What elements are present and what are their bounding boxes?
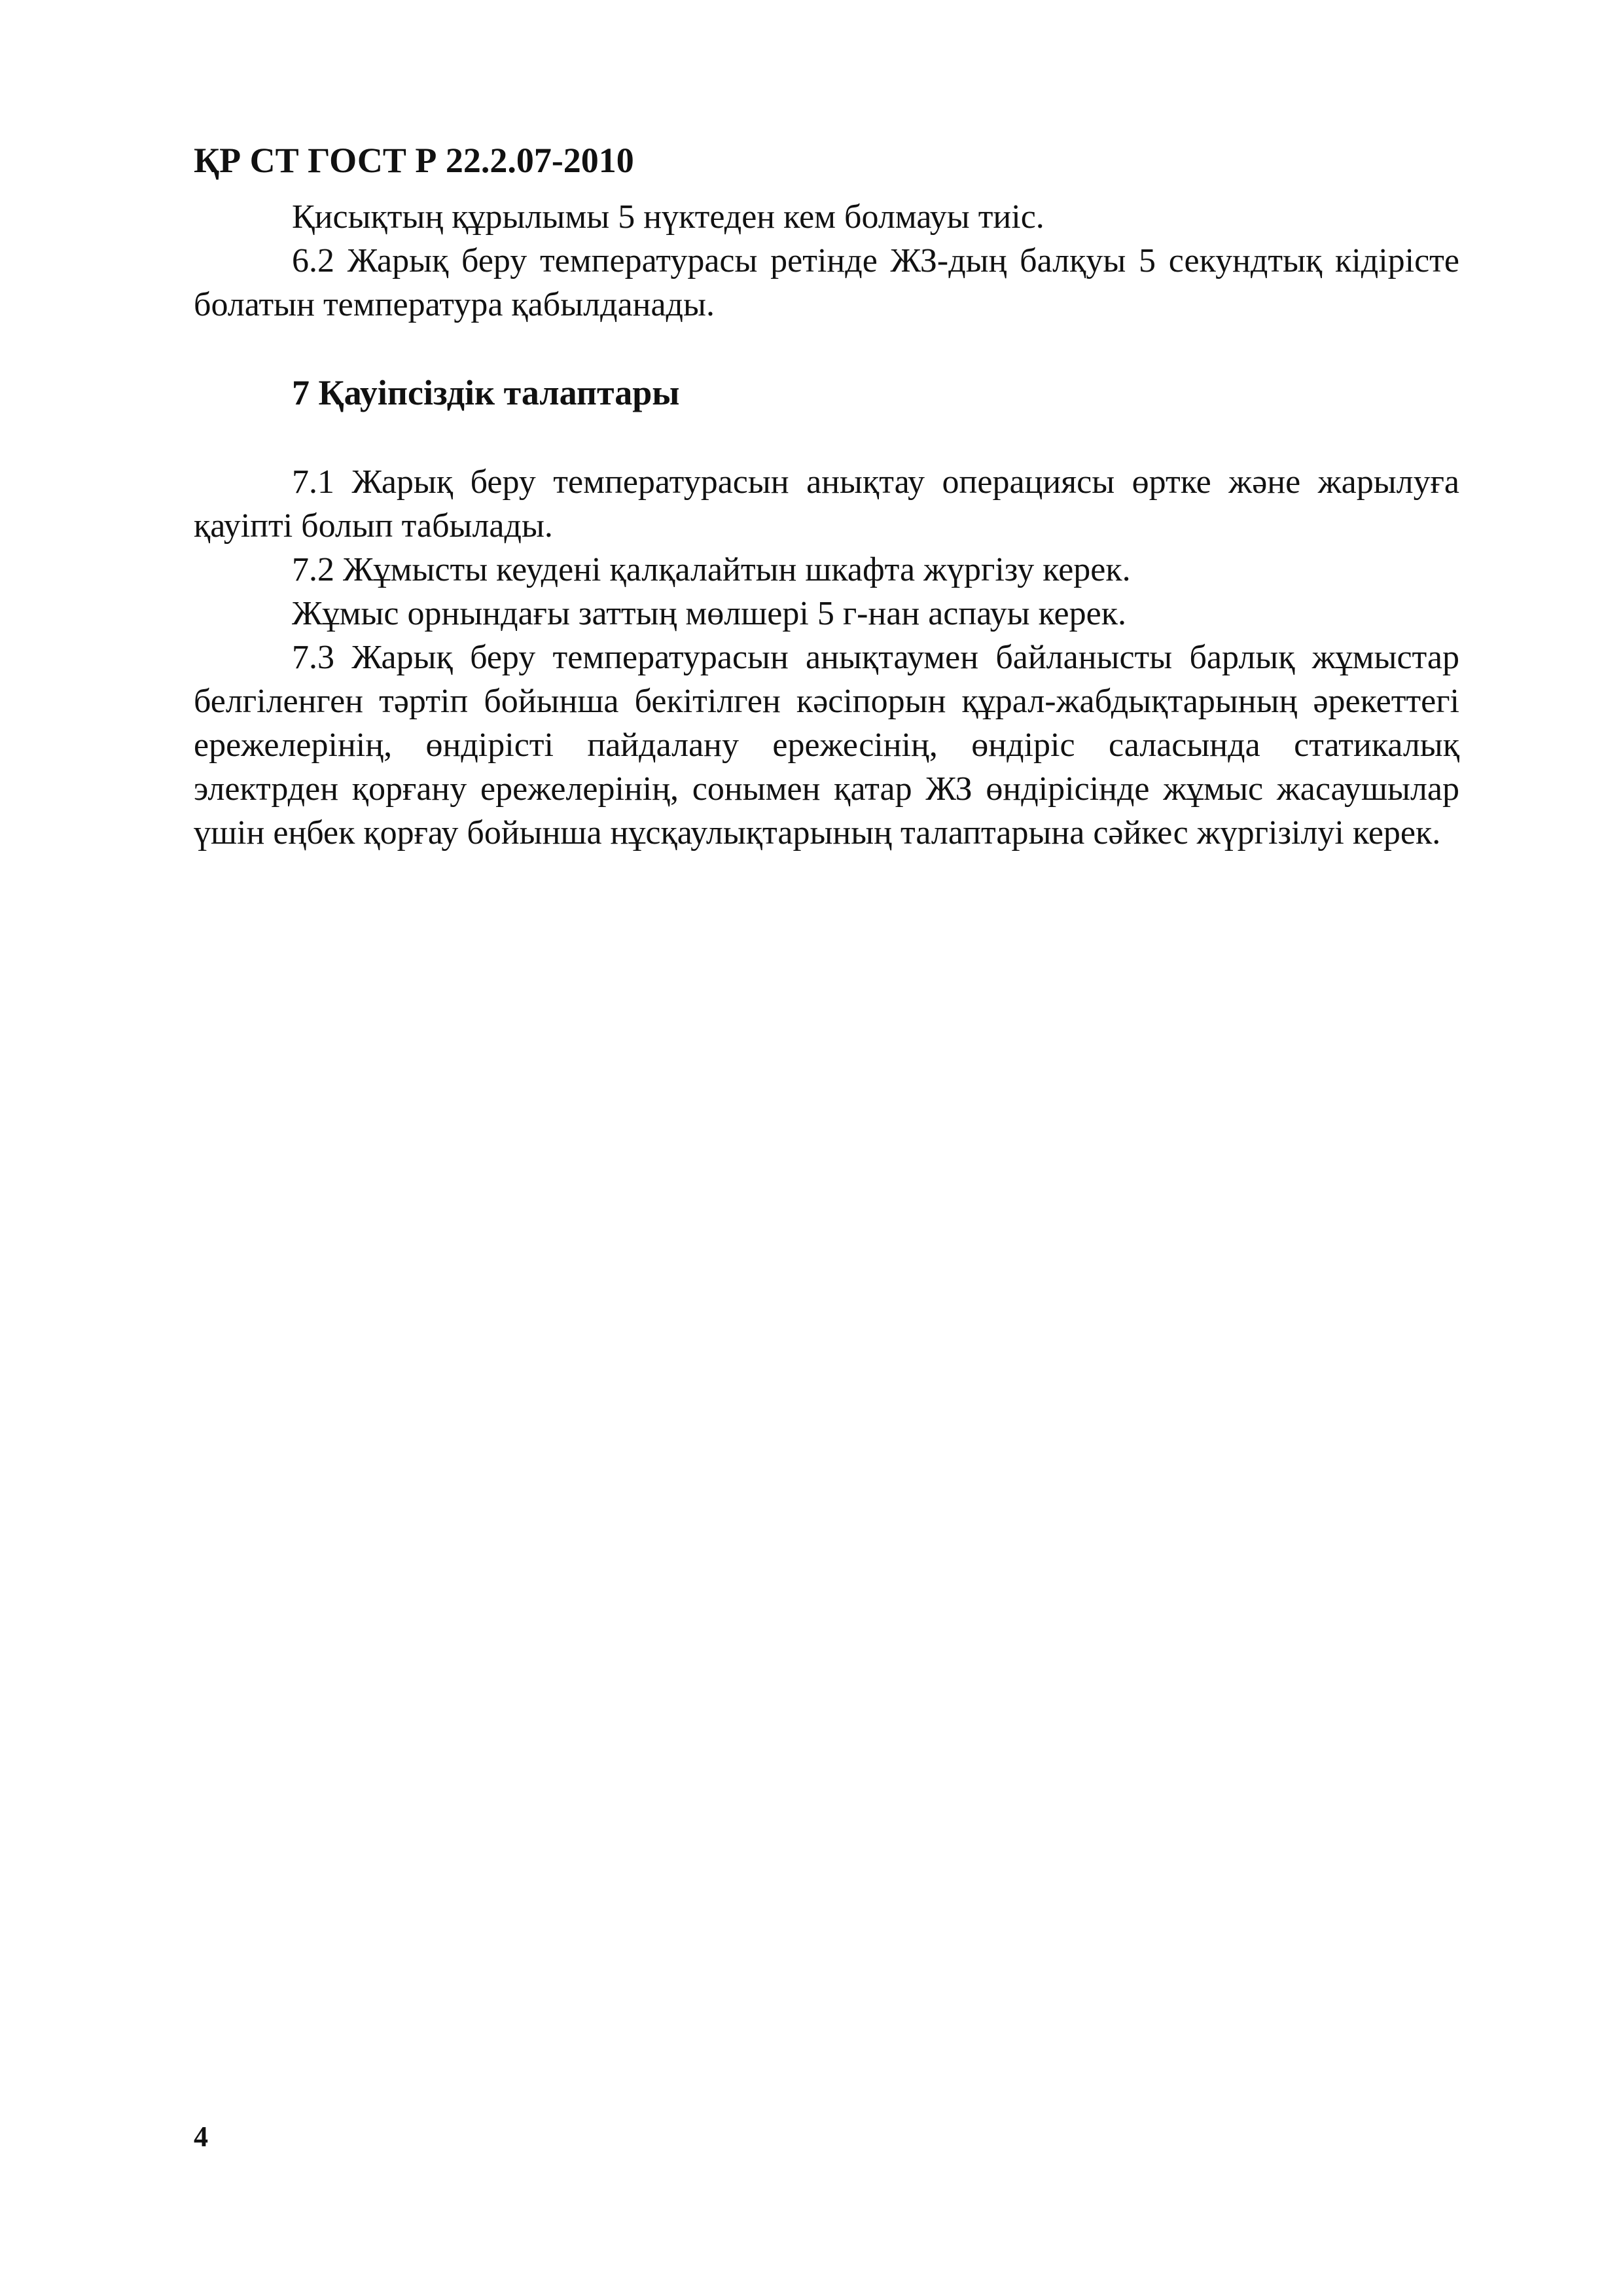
paragraph-6-2: 6.2 Жарық беру температурасы ретінде ЖЗ-дың балқуы 5 секундтық кідірісте болатын температура қабылданады. (194, 242, 1459, 323)
paragraph-substance-amount: Жұмыс орнындағы заттың мөлшері 5 г-нан аспауы керек. (292, 595, 1126, 632)
section-heading-safety-requirements: 7 Қауіпсіздік талаптары (292, 373, 680, 412)
page-number: 4 (194, 2121, 208, 2153)
paragraph-7-3: 7.3 Жарық беру температурасын анықтаумен байланысты барлық жұмыстар белгіленген тәртіп бойынша бекітілген кәсіпорын құрал-жабдықтарының әрекеттегі ережелерінің, өндірісті пайдалану ережесінің, өндіріс саласында статикалық электрден қорғану ережелерінің, сонымен қатар ЖЗ өндірісінде жұмыс жасаушылар үшін еңбек қорғау бойынша нұсқаулықтарының талаптарына сәйкес жүргізілуі керек. (194, 639, 1459, 852)
paragraph-7-1: 7.1 Жарық беру температурасын анықтау операциясы өртке және жарылуға қауіпті болып табылады. (194, 463, 1459, 545)
section-text-block (194, 460, 1459, 855)
top-text-block (194, 195, 1459, 327)
paragraph-7-2: 7.2 Жұмысты кеудені қалқалайтын шкафта жүргізу керек. (292, 551, 1131, 588)
standard-designation: ҚР СТ ГОСТ Р 22.2.07-2010 (194, 141, 634, 180)
paragraph-curve-points: Қисықтың құрылымы 5 нүктеден кем болмауы тиіс. (292, 198, 1044, 236)
